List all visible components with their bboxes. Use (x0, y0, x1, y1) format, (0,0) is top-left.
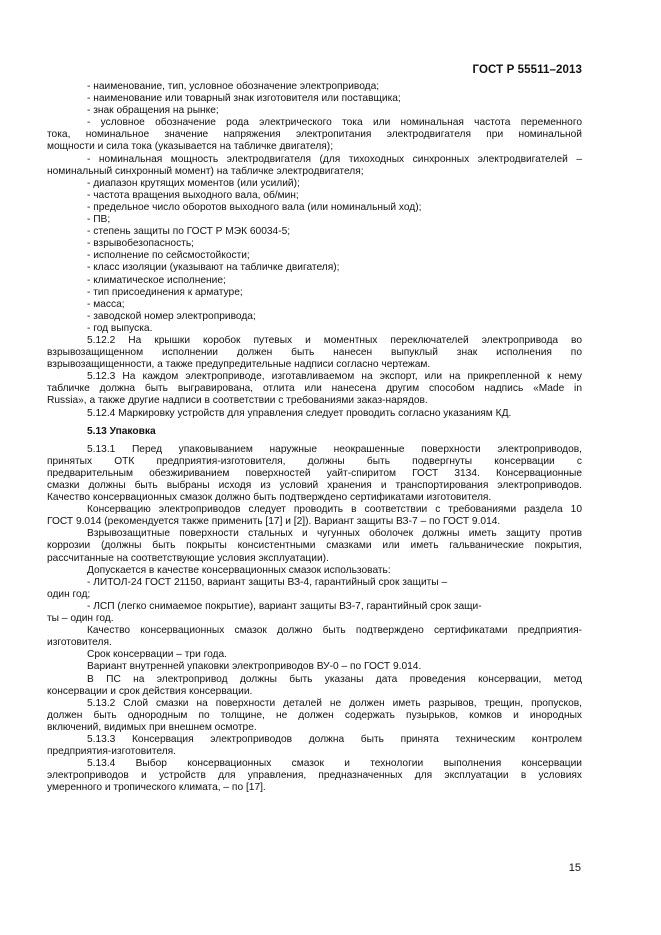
text-line: включений, видимых при внешнем осмотре. (47, 721, 257, 733)
text-line: - ЛИТОЛ-24 ГОСТ 21150, вариант защиты ВЗ-4, гарантийный срок защиты – (87, 576, 448, 588)
text-line: тока, номинальное значение напряжения электропитания электродвигателя при номинальной (47, 129, 582, 141)
text-line: Срок консервации – три года. (87, 649, 227, 661)
text-line: изготовителя. (47, 637, 112, 649)
text-line: рассчитанные на соответствующие условия эксплуатации). (47, 552, 329, 564)
text-line: принятых ОТК предприятия-изготовителя, должны быть подвергнуты консервации с (47, 455, 582, 467)
text-line: 5.13.1 Перед упаковыванием наружные неокрашенные поверхности электроприводов, (87, 443, 582, 455)
page-number: 15 (568, 862, 581, 874)
text-line: взрывозащищенности, а также предупредительные надписи согласно чертежам. (47, 359, 431, 371)
text-line: - ЛСП (легко снимаемое покрытие), вариант защиты ВЗ-7, гарантийный срок защи- (87, 600, 482, 612)
text-line: смазки должны быть выбраны исходя из условий хранения и транспортирования электроприводов. (47, 480, 582, 491)
text-line: один год; (47, 588, 91, 600)
text-line: 5.12.4 Маркировку устройств для управления следует проводить согласно указаниям КД. (87, 407, 512, 419)
text-line: коррозии (должны быть покрыты консистентными смазками или иметь гальванические покрытия, (47, 540, 582, 552)
text-line: 5.13.3 Консервация электроприводов должна быть принята техническим контролем (87, 733, 582, 745)
text-line: ты – один год. (47, 613, 114, 625)
text-line: - ПВ; (87, 214, 111, 226)
text-line: Качество консервационных смазок должно быть подтверждено сертификатами предприятия- (87, 625, 582, 637)
text-line: должен быть однородным по толщине, не должен содержать пузырьков, комков и инородных (47, 709, 582, 721)
text-line: - заводской номер электропривода; (87, 310, 256, 322)
text-line: электроприводов и устройств для управления, предназначенных для эксплуатации в условиях (47, 770, 582, 782)
text-line: - климатическое исполнение; (87, 274, 226, 286)
text-line: - частота вращения выходного вала, об/мин; (87, 189, 299, 201)
section-heading: 5.13 Упаковка (87, 425, 156, 437)
text-line: - номинальная мощность электродвигателя (для тихоходных синхронных электродвигателей – (87, 153, 582, 165)
text-line: табличке должна быть выгравирована, отлита или нанесена другим способом надпись «Made in (47, 383, 582, 395)
text-line: - условное обозначение рода электрического тока или номинальная частота переменного (87, 117, 582, 129)
text-line: номинальный синхронный момент) на табличке электродвигателя; (47, 165, 364, 177)
text-line: 5.13.4 Выбор консервационных смазок и технологии выполнения консервации (87, 758, 582, 770)
text-line: - наименование или товарный знак изготовителя или поставщика; (87, 93, 401, 105)
text-line: ГОСТ 9.014 (рекомендуется также применить [17] и [2]). Вариант защиты ВЗ-7 – по ГОСТ 9.014. (47, 516, 501, 528)
text-line: предварительным обезжириванием поверхностей уайт-спиритом ГОСТ 3134. Консервационные (47, 467, 582, 479)
document-id: ГОСТ Р 55511–2013 (472, 64, 582, 76)
text-line: взрывозащищенном исполнении должен быть нанесен выпуклый знак исполнения по (47, 347, 582, 359)
text-line: - исполнение по сейсмостойкости; (87, 250, 250, 262)
text-line: - год выпуска. (87, 322, 153, 334)
text-line: Взрывозащитные поверхности стальных и чугунных оболочек должны иметь защиту против (87, 528, 582, 540)
text-line: Russia», а также другие надписи в соответствии с требованиями заказ-нарядов. (47, 395, 428, 407)
text-line: - тип присоединения к арматуре; (87, 286, 243, 298)
text-line: - взрывобезопасность; (87, 238, 194, 250)
text-line: 5.12.2 На крышки коробок путевых и моментных переключателей электропривода во (87, 334, 582, 346)
text-line: В ПС на электропривод должны быть указаны дата проведения консервации, метод (87, 673, 582, 685)
text-line: - наименование, тип, условное обозначение электропривода; (87, 81, 380, 92)
text-line: - знак обращения на рынке; (87, 105, 219, 117)
text-line: - класс изоляции (указывают на табличке двигателя); (87, 262, 340, 274)
document-body (47, 81, 582, 794)
text-line: мощности и сила тока (указывается на табличке двигателя); (47, 141, 334, 153)
text-line: 5.12.3 На каждом электроприводе, изготавливаемом на экспорт, или на прикрепленной к нему (87, 371, 582, 383)
text-line: Допускается в качестве консервационных смазок использовать: (87, 564, 391, 576)
text-line: - предельное число оборотов выходного вала (или номинальный ход); (87, 201, 422, 213)
text-line: 5.13.2 Слой смазки на поверхности деталей не должен иметь разрывов, трещин, пропусков, (87, 697, 582, 709)
text-line: предприятия-изготовителя. (47, 746, 177, 758)
text-line: Качество консервационных смазок должно быть подтверждено сертификатами изготовителя. (47, 492, 492, 504)
text-line: консервации и срок действия консервации. (47, 685, 253, 697)
text-line: умеренного и тропического климата, – по [17]. (47, 782, 266, 794)
text-line: - диапазон крутящих моментов (или усилий); (87, 177, 300, 189)
text-line: Вариант внутренней упаковки электроприводов ВУ-0 – по ГОСТ 9.014. (87, 661, 422, 673)
text-line: - степень защиты по ГОСТ Р МЭК 60034-5; (87, 226, 291, 238)
text-line: - масса; (87, 298, 125, 310)
text-line: Консервацию электроприводов следует проводить в соответствии с требованиями раздела 10 (87, 504, 582, 516)
